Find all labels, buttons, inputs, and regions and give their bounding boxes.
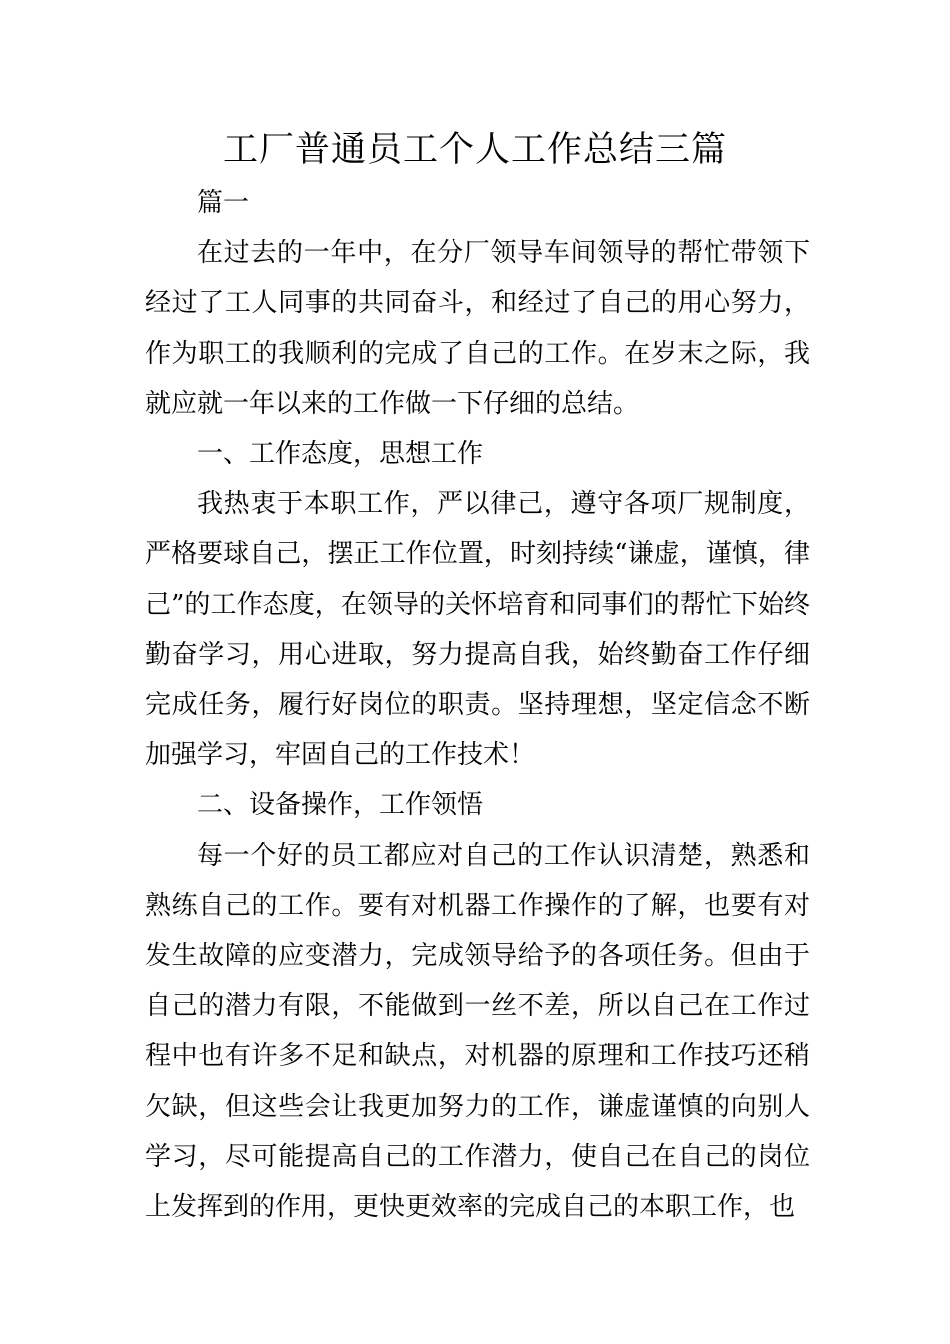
section-label-part-one: 篇一 xyxy=(197,188,250,218)
document-title: 工厂普通员工个人工作总结三篇 xyxy=(222,130,727,170)
equipment-paragraph: 每一个好的员工都应对自己的工作认识清楚，熟悉和熟练自己的工作。要有对机器工作操作的了解，也要有对发生故障的应变潜力，完成领导给予的各项任务。但由于自己的潜力有限，不能做到一丝不差，所以自己在工作过程中也有许多不足和缺点，对机器的原理和工作技巧还稍欠缺，但这些会让我更加努力的工作，谦虚谨慎的向别人学习，尽可能提高自己的工作潜力，使自己在自己的岗位上发挥到的作用，更快更效率的完成自己的本职工作，也 xyxy=(145,840,810,1223)
intro-paragraph: 在过去的一年中，在分厂领导车间领导的帮忙带领下经过了工人同事的共同奋斗，和经过了自己的用心努力，作为职工的我顺利的完成了自己的工作。在岁末之际，我就应就一年以来的工作做一下仔细的总结。 xyxy=(145,238,810,419)
document-body xyxy=(145,178,810,1232)
section-heading-equipment: 二、设备操作，工作领悟 xyxy=(197,790,484,821)
section-heading-attitude: 一、工作态度，思想工作 xyxy=(197,439,484,470)
attitude-paragraph: 我热衷于本职工作，严以律己，遵守各项厂规制度，严格要球自己，摆正工作位置，时刻持续“谦虚，谨慎，律己”的工作态度，在领导的关怀培育和同事们的帮忙下始终勤奋学习，用心进取，努力提高自我，始终勤奋工作仔细完成任务，履行好岗位的职责。坚持理想，坚定信念不断加强学习，牢固自己的工作技术！ xyxy=(145,489,810,771)
